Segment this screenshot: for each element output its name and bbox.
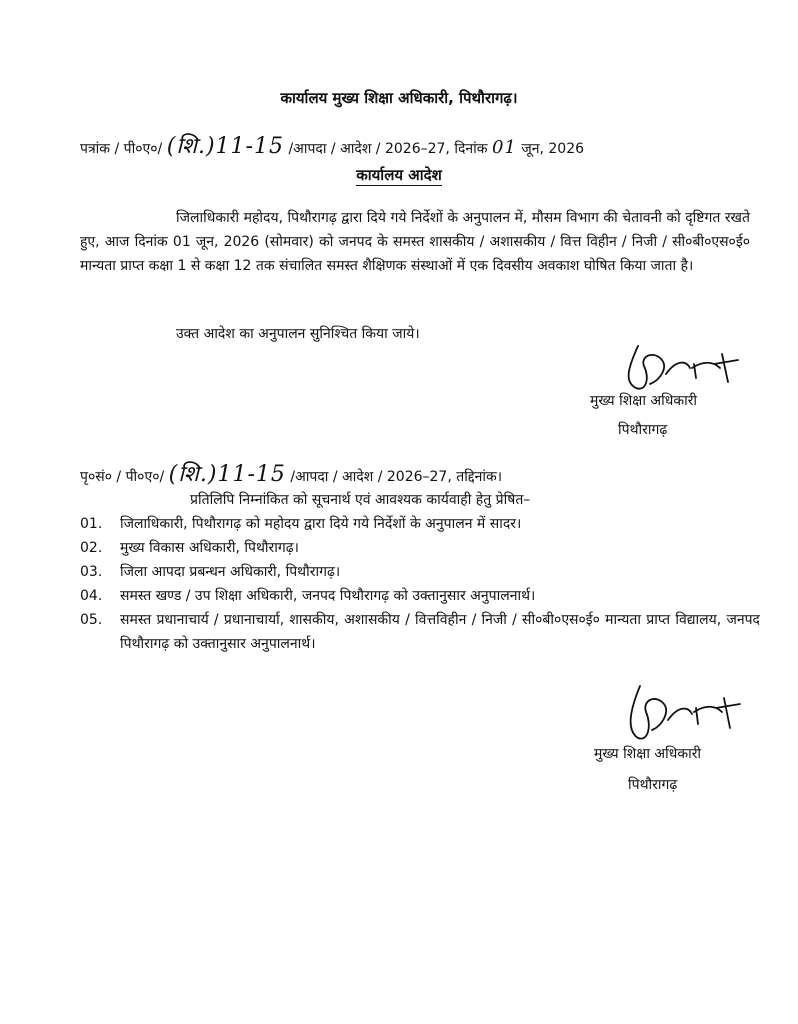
signature-scribble [610,338,750,398]
signatory-designation: मुख्य शिक्षा अधिकारी [590,393,698,409]
list-item-number: 02. [80,540,103,556]
reference-date-rest: जून, 2026 [521,141,585,157]
copy-reference-prefix: पृ०सं० / पी०ए०/ [80,469,165,485]
list-item [80,536,760,560]
list-item-text: जिलाधिकारी, पिथौरागढ़ को महोदय द्वारा दिये गये निर्देशों के अनुपालन में सादर। [120,516,522,532]
order-heading [0,165,798,185]
reference-date-day: 01 [491,137,517,158]
order-body-paragraph: जिलाधिकारी महोदय, पिथौरागढ़ द्वारा दिये गये निर्देशों के अनुपालन में, मौसम विभाग की चेतावनी को दृष्टिगत रखते हुए, आज दिनांक 01 जून, 2026 (सोमवार) को जनपद के समस्त शासकीय / अशासकीय / वित्त विहीन / निजी / सी०बी०एस०ई० मान्यता प्राप्त कक्षा 1 से कक्षा 12 तक संचालित समस्त शैक्षिणक संस्थाओं में एक दिवसीय अवकाश घोषित किया जाता है। [80,210,750,274]
list-item-text: जिला आपदा प्रबन्धन अधिकारी, पिथौरागढ़। [120,564,341,580]
copy-reference-suffix: /आपदा / आदेश / 2026–27, तद्दिनांक। [290,469,503,485]
signatory-place: पिथौरागढ़ [618,422,668,438]
list-item-number: 05. [80,612,103,628]
copy-handwritten-number: (शि.)11-15 [168,462,286,487]
list-item [80,560,760,584]
copy-recipient-list [80,512,760,656]
list-item-text: समस्त खण्ड / उप शिक्षा अधिकारी, जनपद पिथौरागढ़ को उक्तानुसार अनुपालनार्थ। [120,588,536,604]
list-item-number: 01. [80,516,103,532]
signature-scribble [612,680,752,750]
signatory-designation: मुख्य शिक्षा अधिकारी [594,746,702,762]
order-compliance-line: उक्त आदेश का अनुपालन सुनिश्चित किया जाये। [176,326,420,342]
list-item-text: समस्त प्रधानाचार्य / प्रधानाचार्या, शासकीय, अशासकीय / वित्तविहीन / निजी / सी०बी०एस०ई० मान्यता प्राप्त विद्यालय, जनपद पिथौरागढ़ को उक्तानुसार अनुपालनार्थ। [120,612,760,652]
list-item [80,584,760,608]
reference-line [80,130,584,160]
reference-suffix: /आपदा / आदेश / 2026–27, दिनांक [288,141,488,157]
order-heading-text: कार्यालय आदेश [356,166,442,184]
list-item [80,512,760,536]
copy-reference-line [80,458,502,488]
signatory-place: पिथौरागढ़ [628,777,678,793]
reference-handwritten-number: (शि.)11-15 [166,134,284,159]
list-item [80,608,760,656]
list-item-number: 03. [80,564,103,580]
copy-intro-line: प्रतिलिपि निम्नांकित को सूचनार्थ एवं आवश्यक कार्यवाही हेतु प्रेषित– [190,492,531,508]
reference-prefix: पत्रांक / पी०ए०/ [80,141,163,157]
list-item-number: 04. [80,588,103,604]
letterhead-title: कार्यालय मुख्य शिक्षा अधिकारी, पिथौरागढ़। [280,89,518,107]
list-item-text: मुख्य विकास अधिकारी, पिथौरागढ़। [120,540,299,556]
